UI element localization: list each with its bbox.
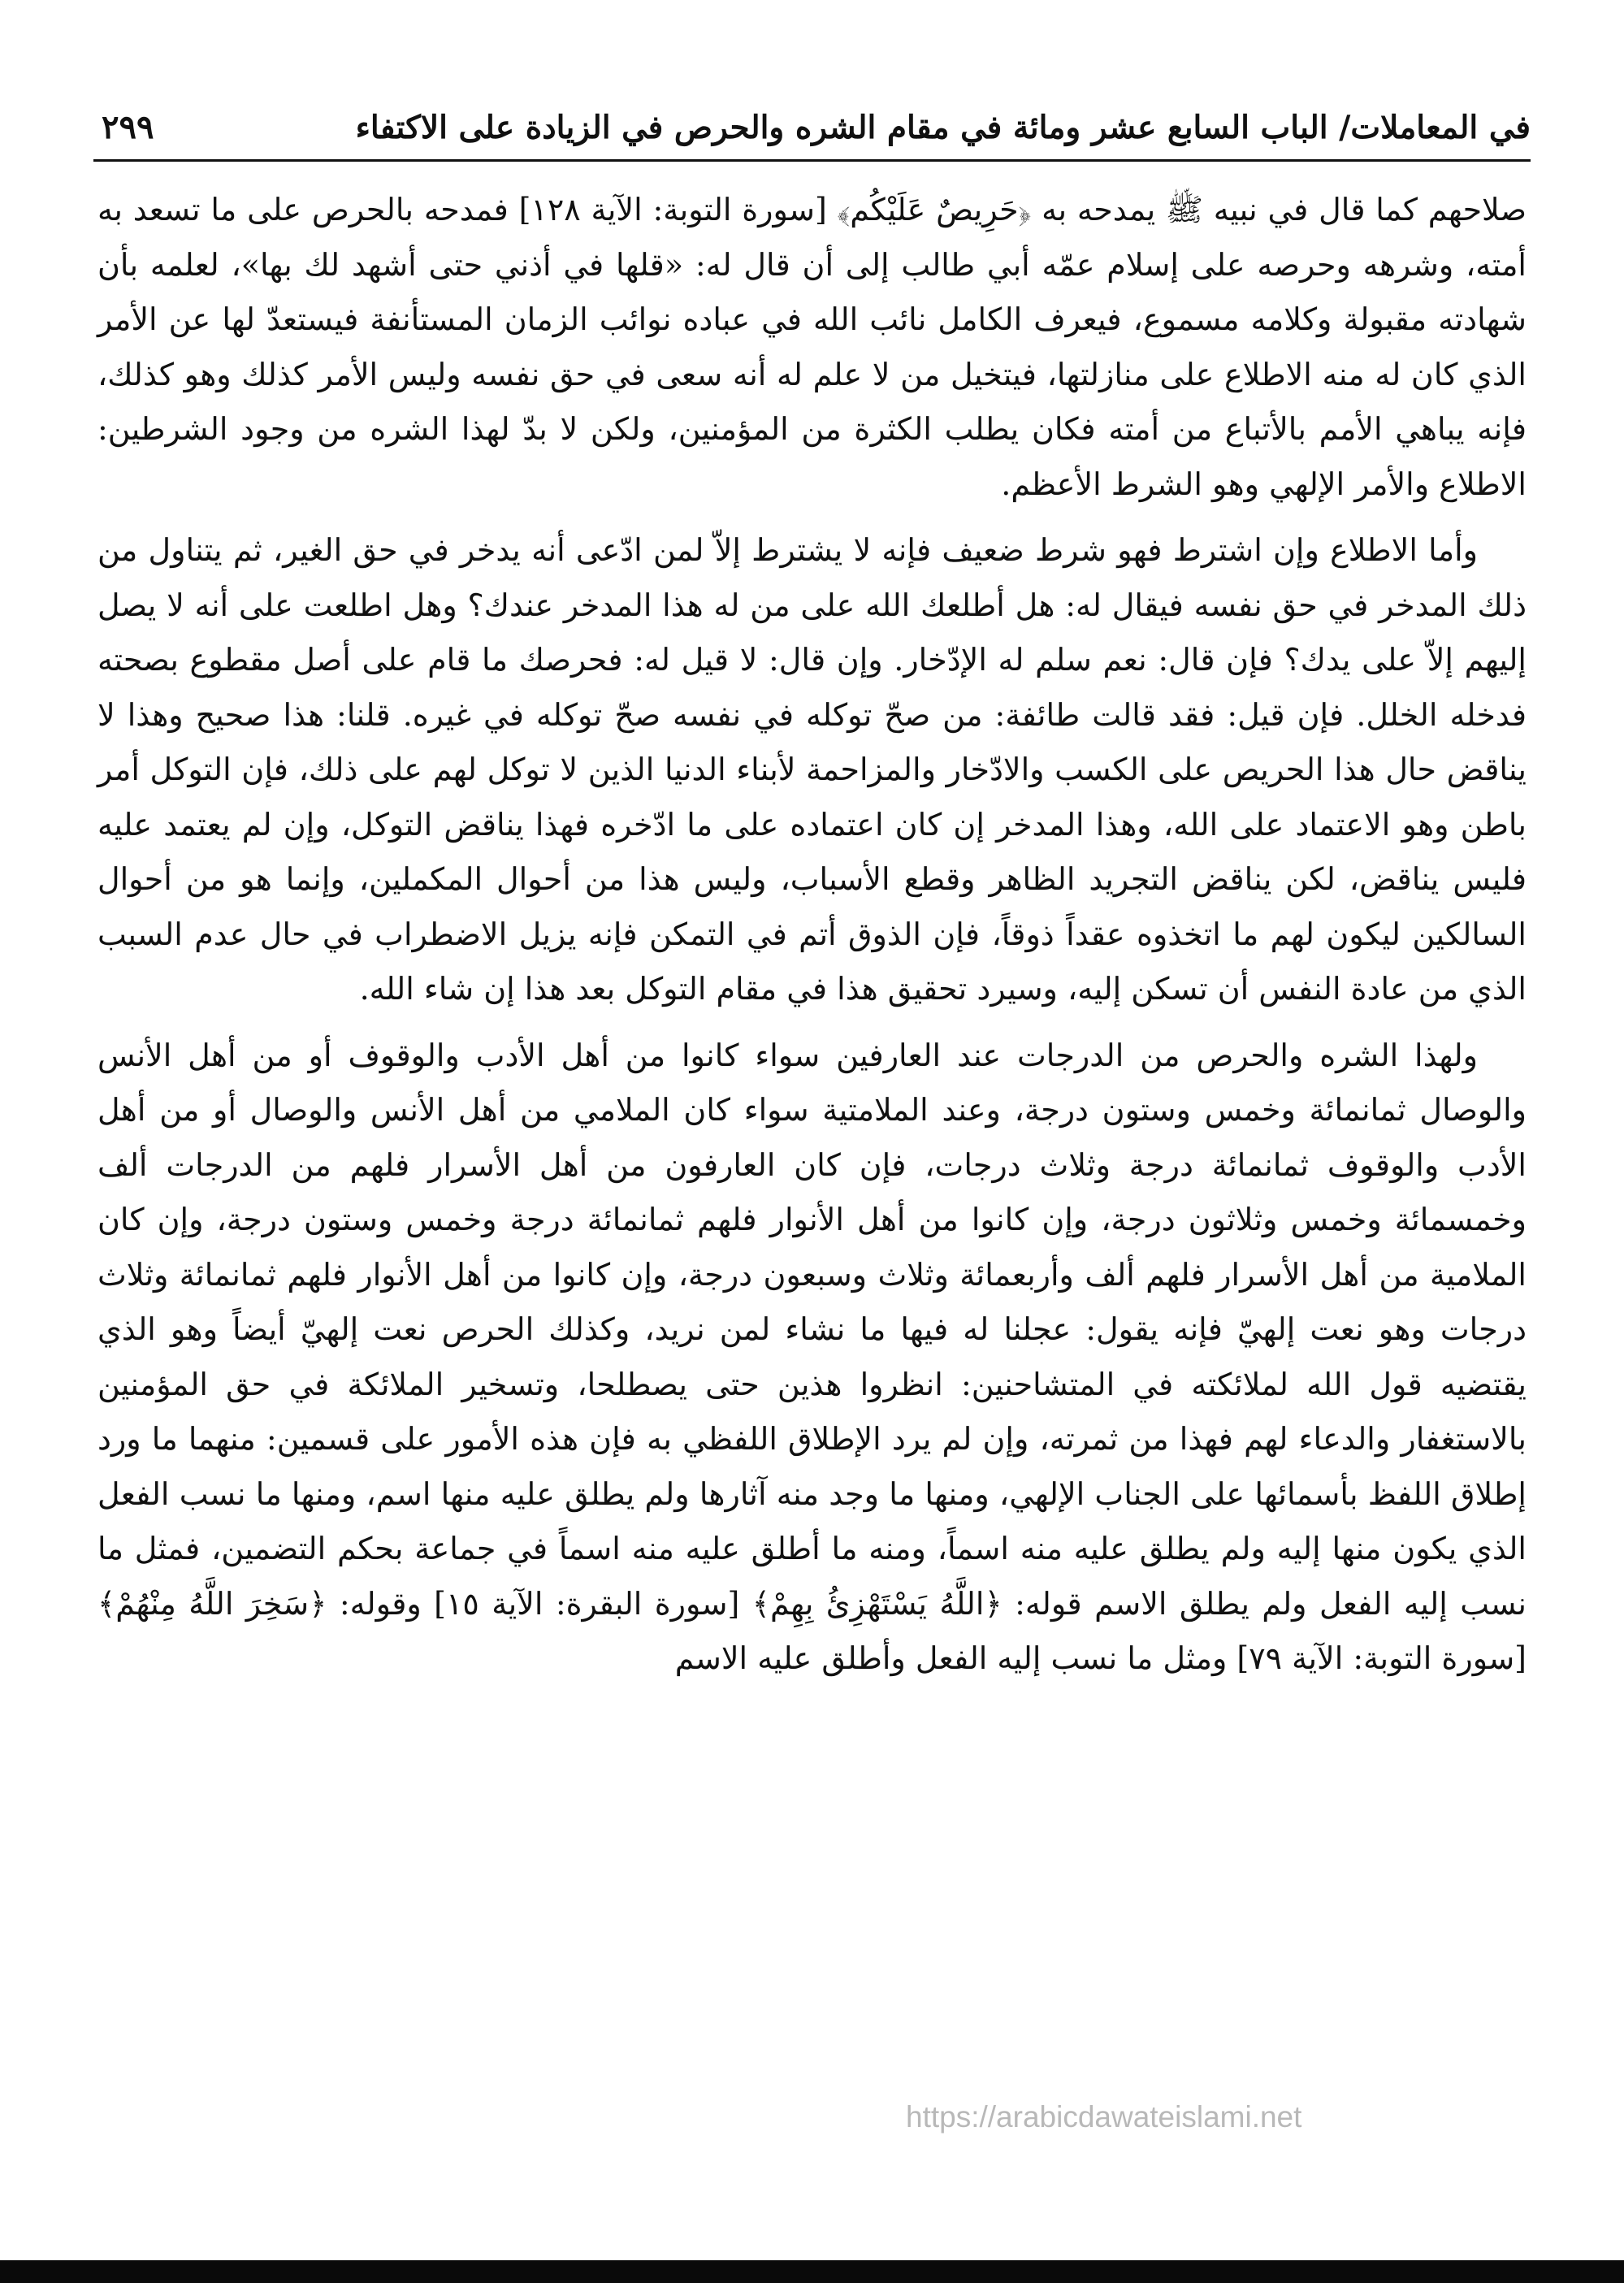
paragraph-3: ولهذا الشره والحرص من الدرجات عند العارفين سواء كانوا من أهل الأدب والوقوف أو من أهل الأنس والوصال ثمانمائة وخمس وستون درجة، وعند الملامتية سواء كان الملامي من أهل الأنس والوصال أو من أهل الأدب والوقوف ثمانمائة درجة وثلاث درجات، فإن كان العارفون من أهل الأسرار فلهم من الدرجات ألف وخمسمائة وخمس وثلاثون درجة، وإن كانوا من أهل الأنوار فلهم ثمانمائة درجة وخمس وستون درجة، وإن كان الملامية من أهل الأسرار فلهم ألف وأربعمائة وثلاث وسبعون درجة، وإن كانوا من أهل الأنوار فلهم ثمانمائة وثلاث درجات وهو نعت إلهيّ فإنه يقول: عجلنا له فيها ما نشاء لمن نريد، وكذلك الحرص نعت إلهيّ أيضاً وهو الذي يقتضيه قول الله لملائكته في المتشاحنين: انظروا هذين حتى يصطلحا، وتسخير الملائكة في حق المؤمنين بالاستغفار والدعاء لهم فهذا من ثمرته، وإن لم يرد الإطلاق اللفظي به فإن هذه الأمور على قسمين: منهما ما ورد إطلاق اللفظ بأسمائها على الجناب الإلهي، ومنها ما وجد منه آثارها ولم يطلق عليه منها اسم، ومنها ما نسب الفعل الذي يكون منها إليه ولم يطلق عليه منه اسماً، ومنه ما أطلق عليه منه اسماً في جماعة بحكم التضمين، فمثل ما نسب إليه الفعل ولم يطلق الاسم قوله: ﴿اللَّهُ يَسْتَهْزِئُ بِهِمْ﴾ [سورة البقرة: الآية ١٥] وقوله: ﴿سَخِرَ اللَّهُ مِنْهُمْ﴾ [سورة التوبة: الآية ٧٩] ومثل ما نسب إليه الفعل وأطلق عليه الاسم	[97, 1037, 1527, 1676]
header-divider	[93, 159, 1531, 162]
paragraph-1: صلاحهم كما قال في نبيه ﷺ يمدحه به ﴿حَرِيصٌ عَلَيْكُم﴾ [سورة التوبة: الآية ١٢٨] فمدحه بالحرص على ما تسعد به أمته، وشرهه وحرصه على إسلام عمّه أبي طالب إلى أن قال له: «قلها في أذني حتى أشهد لك بها»، لعلمه بأن شهادته مقبولة وكلامه مسموع، فيعرف الكامل نائب الله في عباده نوائب الزمان المستأنفة فيستعدّ لها عن الأمر الذي كان له منه الاطلاع على منازلتها، فيتخيل من لا علم له أنه سعى في حق نفسه وليس الأمر كذلك وهو كذلك، فإنه يباهي الأمم بالأتباع من أمته فكان يطلب الكثرة من المؤمنين، ولكن لا بدّ لهذا الشره من وجود الشرطين: الاطلاع والأمر الإلهي وهو الشرط الأعظم.	[97, 192, 1527, 502]
paragraph-2: وأما الاطلاع وإن اشترط فهو شرط ضعيف فإنه لا يشترط إلاّ لمن ادّعى أنه يدخر في حق الغير، ثم يتناول من ذلك المدخر في حق نفسه فيقال له: هل أطلعك الله على من له هذا المدخر عندك؟ وهل اطلعت على أنه لا يصل إليهم إلاّ على يدك؟ فإن قال: نعم سلم له الإدّخار. وإن قال: لا قيل له: فحرصك ما قام على أصل مقطوع بصحته فدخله الخلل. فإن قيل: فقد قالت طائفة: من صحّ توكله في نفسه صحّ توكله في غيره. قلنا: هذا صحيح وهذا لا يناقض حال هذا الحريص على الكسب والادّخار والمزاحمة لأبناء الدنيا الذين لا توكل لهم على ذلك، فإن التوكل أمر باطن وهو الاعتماد على الله، وهذا المدخر إن كان اعتماده على ما ادّخره فهذا يناقض التوكل، وإن لم يعتمد عليه فليس يناقض، لكن يناقض التجريد الظاهر وقطع الأسباب، وليس هذا من أحوال المكملين، وإنما هو من أحوال السالكين ليكون لهم ما اتخذوه عقداً ذوقاً، فإن الذوق أتم في التمكن فإنه يزيل الاضطراب في حال عدم السبب الذي من عادة النفس أن تسكن إليه، وسيرد تحقيق هذا في مقام التوكل بعد هذا إن شاء الله.	[97, 532, 1527, 1007]
bottom-edge-bar	[0, 2260, 1624, 2283]
page-header	[93, 81, 1531, 146]
page-number: ٢٩٩	[102, 108, 154, 146]
running-title: في المعاملات/ الباب السابع عشر ومائة في مقام الشره والحرص في الزيادة على الاكتفاء	[355, 109, 1531, 146]
page-body	[97, 183, 1527, 1687]
watermark-url: https://arabicdawateislami.net	[906, 2100, 1302, 2134]
